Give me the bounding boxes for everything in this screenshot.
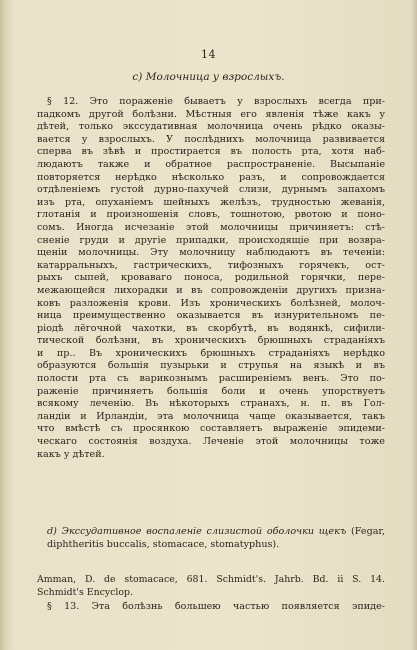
text-line: ковъ разложенія крови. Изъ хроническихъ болѣзней, молоч- bbox=[37, 297, 385, 309]
text-line: повторяется нерѣдко нѣсколько разъ, и сопровождается bbox=[37, 171, 385, 183]
text-line: ница преимущественно оказывается въ изнурительномъ пе- bbox=[37, 310, 385, 322]
text-line: дѣтей, только экссудативная молочница очень рѣдко оказы- bbox=[37, 121, 385, 133]
text-line: ріодѣ лёгочной чахотки, въ скорбутѣ, въ водянкѣ, сифили- bbox=[37, 322, 385, 334]
subsection-d-heading bbox=[37, 525, 385, 551]
text-line: ландіи и Ирландіи, эта молочница чаще оказывается, такъ bbox=[37, 410, 385, 422]
reference-line: Schmidt's Encyclop. bbox=[37, 587, 134, 598]
subsection-heading-line: diphtheritis buccalis, stomacace, stomatyphus). bbox=[47, 539, 280, 550]
text-line: сненіе груди и другіе припадки, происходящіе при возвра- bbox=[37, 234, 385, 246]
subsection-heading-latin: (Fegar, bbox=[346, 526, 386, 537]
paragraph-12 bbox=[37, 96, 385, 461]
text-line: изъ рта, опуханіемъ шейныхъ желѣзъ, трудностью жеванія, bbox=[37, 196, 385, 208]
text-line: всякому леченію. Въ нѣкоторыхъ странахъ, н. п. въ Гол- bbox=[37, 398, 385, 410]
text-line: щеніи молочницы. Эту молочницу наблюдаютъ въ теченіи: bbox=[37, 247, 385, 259]
text-line: рыхъ сыпей, кроваваго поноса, родильной горячки, пере- bbox=[37, 272, 385, 284]
text-line: тической болѣзни, въ хроническихъ брюшныхъ страданіяхъ bbox=[37, 335, 385, 347]
text-line: глотанія и произношенія словъ, тошнотою, рвотою и поно- bbox=[37, 209, 385, 221]
text-line: отдѣленіемъ густой дурно-пахучей слизи, дурнымъ запахомъ bbox=[37, 184, 385, 196]
page-number: 14 bbox=[201, 48, 216, 61]
text-line: межающейся лихорадки и въ сопровожденіи другихъ призна- bbox=[37, 284, 385, 296]
page-edge-shadow bbox=[411, 0, 417, 650]
text-line: § 12. Это пораженіе бываетъ у взрослыхъ всегда при- bbox=[47, 96, 385, 107]
reference-line: Amman, D. de stomacace, 681. Schmidt's. Jahrb. Bd. ii S. 14. bbox=[37, 574, 385, 585]
text-line: образуются большія пузырьки и струпья на языкѣ и въ bbox=[37, 360, 385, 372]
subsection-heading-italic: d) Экссудативное воспаленіе слизистой оболочки щекъ bbox=[47, 526, 347, 537]
text-line: людаютъ также и обратное распространеніе. Высыпаніе bbox=[37, 158, 385, 170]
text-line: что вмѣстѣ съ просянкою составляетъ выраженіе эпидеми- bbox=[37, 423, 385, 435]
text-line: раженіе причиняетъ большія боли и очень упорствуетъ bbox=[37, 385, 385, 397]
text-line: ческаго состоянія воздуха. Леченіе этой молочницы тоже bbox=[37, 436, 385, 448]
section-heading: с) Молочница у взрослыхъ. bbox=[132, 71, 285, 83]
text-line: полости рта съ варикознымъ расширеніемъ венъ. Это по- bbox=[37, 373, 385, 385]
text-line: катарральныхъ, гастрическихъ, тифозныхъ горячекъ, ост- bbox=[37, 259, 385, 271]
text-line: падкомъ другой болѣзни. Мѣстныя его явленія тѣже какъ у bbox=[37, 108, 385, 120]
text-line: сомъ. Иногда исчезаніе этой молочницы причиняетъ: стѣ- bbox=[37, 221, 385, 233]
references bbox=[37, 573, 385, 599]
text-line: какъ у дѣтей. bbox=[37, 448, 105, 460]
paragraph-13 bbox=[37, 601, 385, 614]
subsection-heading-line bbox=[37, 525, 385, 538]
text-line: § 13. Эта болѣзнь большею частью появляется эпиде- bbox=[47, 601, 385, 612]
text-line: и пр.. Въ хроническихъ брюшныхъ страданіяхъ нерѣдко bbox=[37, 347, 385, 359]
text-line: сперва въ зѣвѣ и простирается въ полость рта, хотя наб- bbox=[37, 146, 385, 158]
text-line: вается у взрослыхъ. У послѣднихъ молочница развивается bbox=[37, 133, 385, 145]
